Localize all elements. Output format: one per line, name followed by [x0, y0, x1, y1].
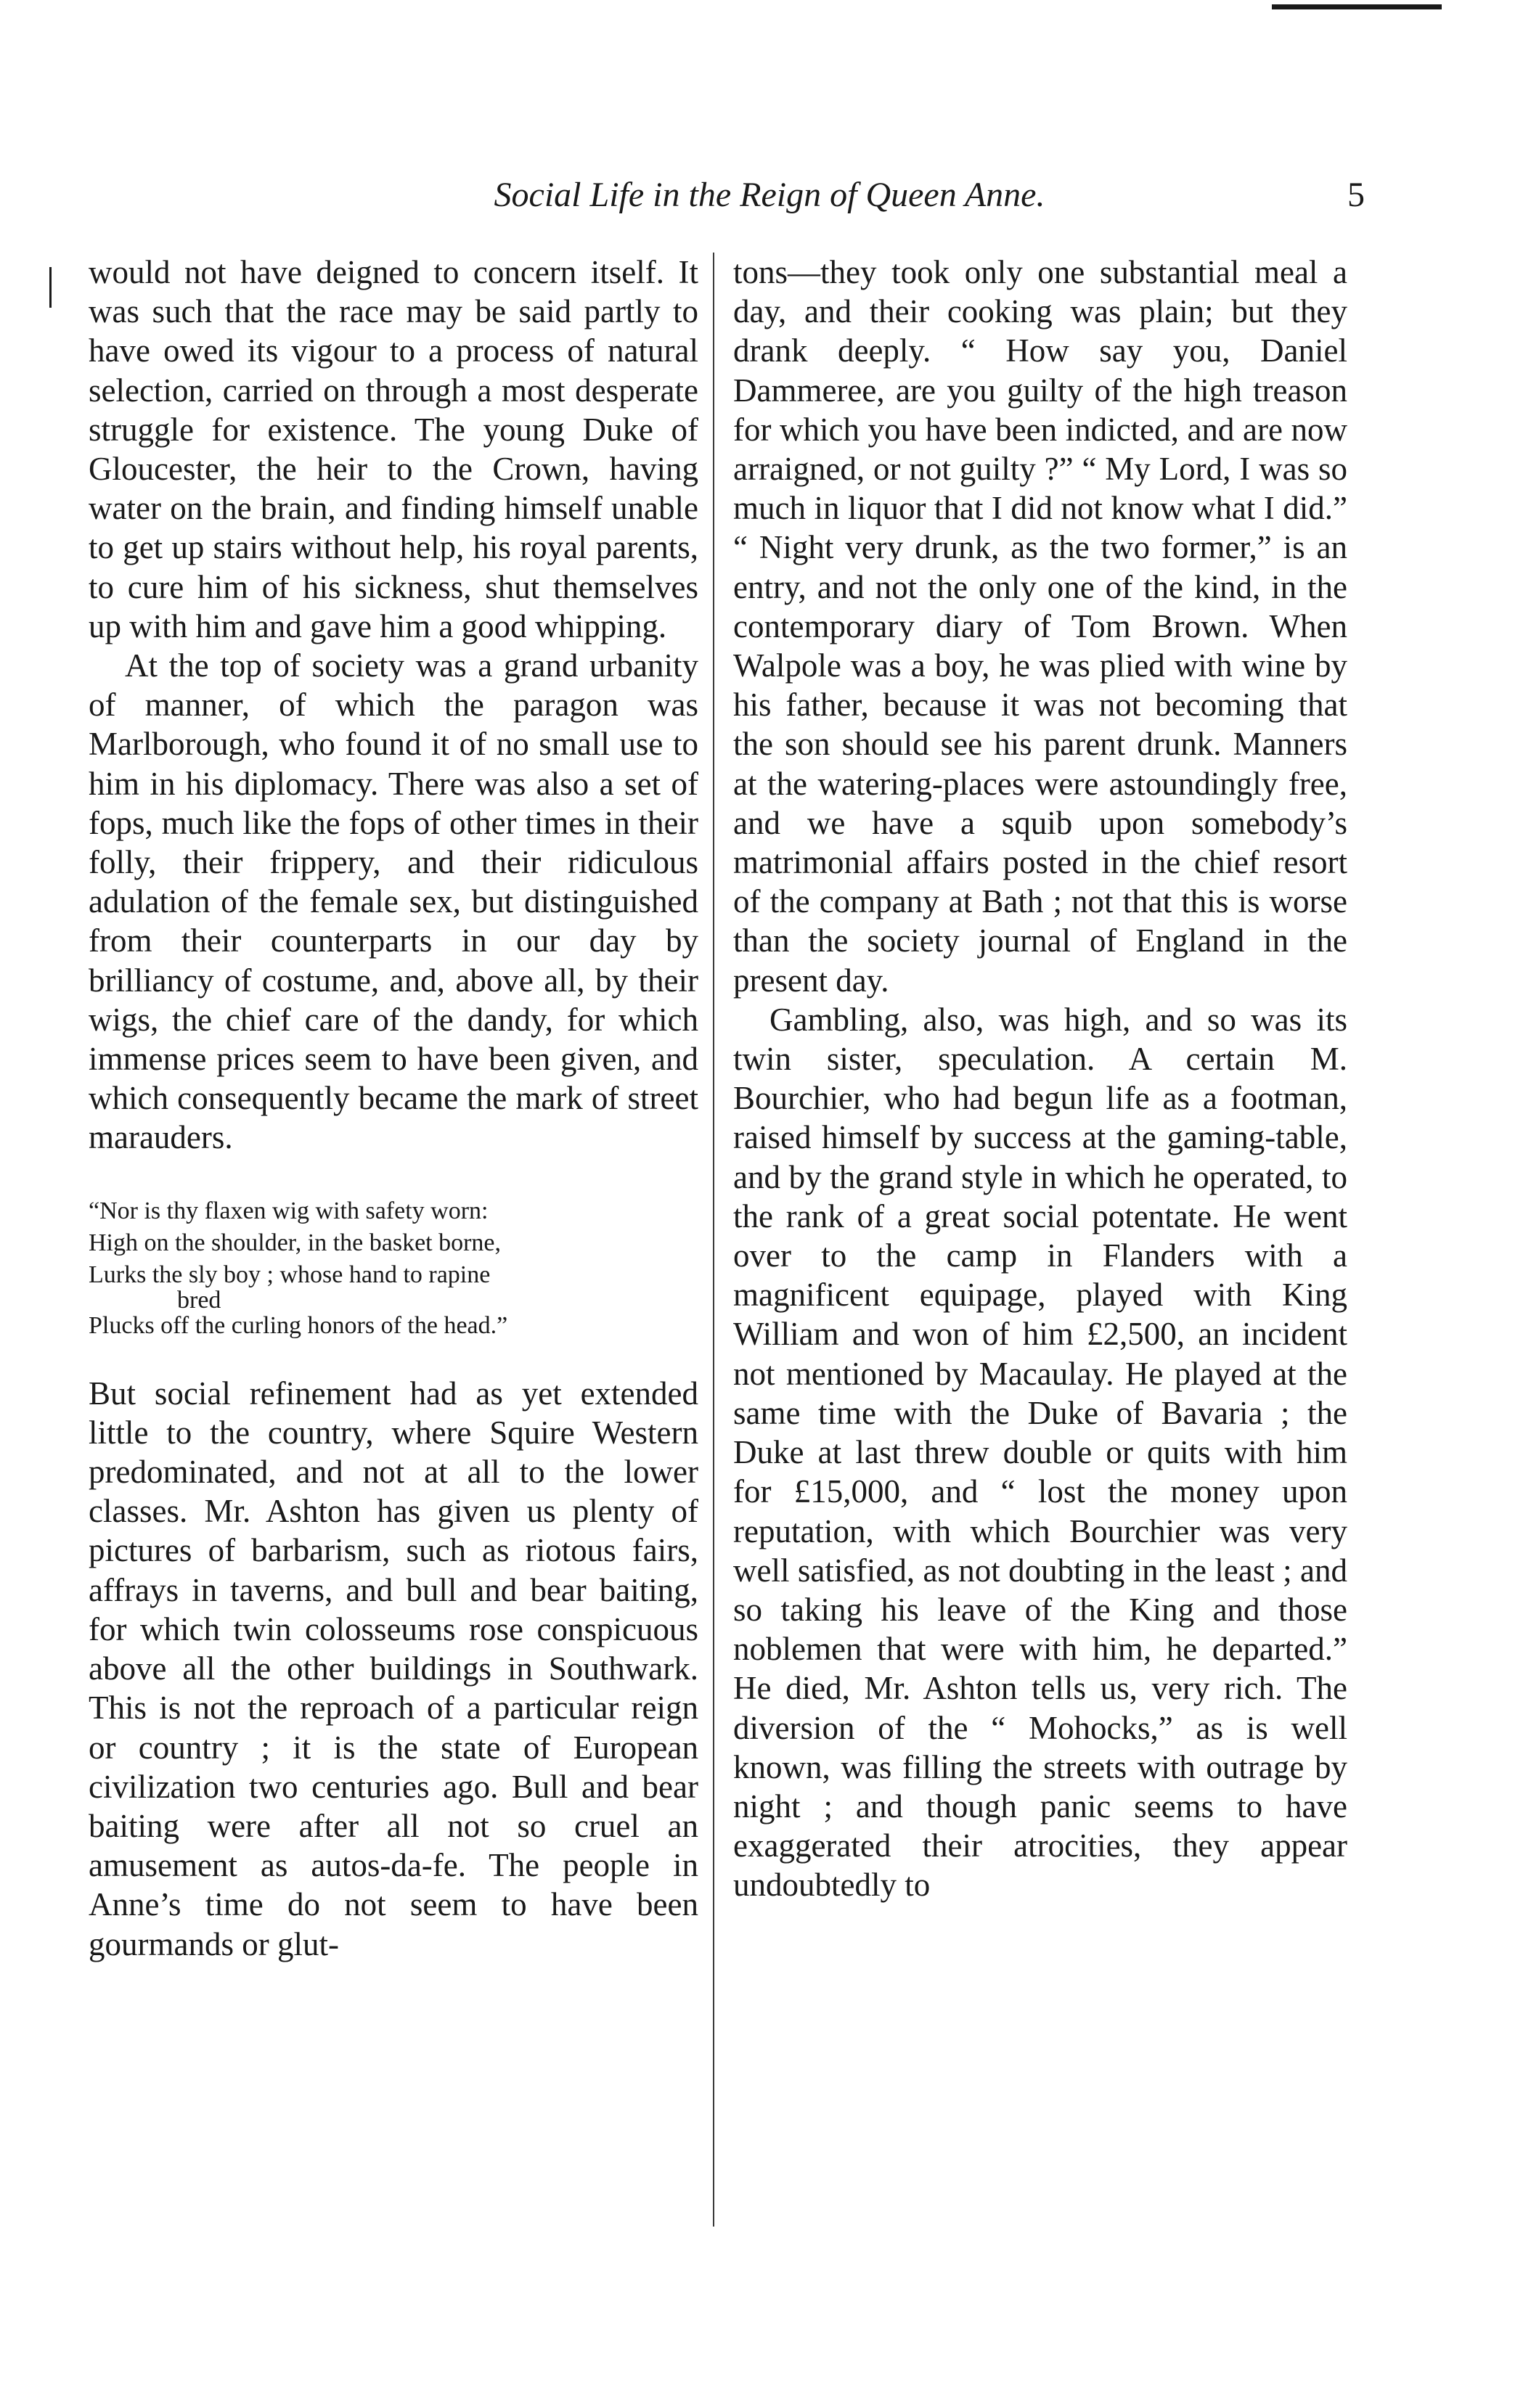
page-header [87, 170, 1365, 221]
verse-line-4: Plucks off the curling honors of the head.” [89, 1311, 508, 1339]
verse-line-2: High on the shoulder, in the basket borne, [89, 1229, 502, 1256]
right-paragraph-2: Gambling, also, was high, and so was its twin sister, speculation. A certain M. Bourchier, who had begun life as a footman, raised himself by success at the gaming-table, and by the grand style in which he operated, to the rank of a great social potentate. He went over to the camp in Flanders with a magnificent equipage, played with King William and won of him £2,500, an incident not mentioned by Macaulay. He played at the same time with the Duke of Bavaria ; the Duke at last threw double or quits with him for £15,000, and “ lost the money upon reputation, with which Bourchier was very well satisfied, as not doubting in the least ; and so taking his leave of the King and those noblemen that were with him, he departed.” He died, Mr. Ashton tells us, very rich. The diversion of the “ Mohocks,” as is well known, was filling the streets with outrage by night ; and though panic seems to have exaggerated their atrocities, they appear undoubtedly to [733, 1001, 1347, 1904]
verse-line-3: Lurks the sly boy ; whose hand to rapine [89, 1261, 491, 1288]
left-column [89, 253, 698, 1964]
verse-line-3-continuation: bred [177, 1286, 221, 1314]
right-column [733, 253, 1347, 1905]
top-rule [1272, 4, 1442, 9]
left-paragraph-2: At the top of society was a grand urbanity of manner, of which the paragon was Marlborough, who found it of no small use to him in his diplomacy. There was also a set of fops, much like the fops of other times in their folly, their frippery, and their ridiculous adulation of the female sex, but distinguished from their counterparts in our day by brilliancy of costume, and, above all, by their wigs, the chief care of the dandy, for which immense prices seem to have been given, and which consequently became the mark of street marauders. [89, 647, 698, 1156]
margin-mark [49, 267, 52, 308]
column-divider [713, 253, 714, 2227]
right-paragraph-1: tons—they took only one substantial meal a day, and their cooking was plain; but they drank deeply. “ How say you, Daniel Dammeree, are you guilty of the high treason for which you have been indicted, and are now arraigned, or not guilty ?” “ My Lord, I was so much in liquor that I did not know what I did.” “ Night very drunk, as the two former,” is an entry, and not the only one of the kind, in the contemporary diary of Tom Brown. When Walpole was a boy, he was plied with wine by his father, because it was not becoming that the son should see his parent drunk. Manners at the watering-places were astoundingly free, and we have a squib upon somebody’s matrimonial affairs posted in the chief resort of the company at Bath ; not that this is worse than the society journal of England in the present day. [733, 254, 1347, 999]
running-title: Social Life in the Reign of Queen Anne. [494, 176, 1045, 214]
left-paragraph-1: would not have deigned to concern itself. It was such that the race may be said partly to have owed its vigour to a process of natural selection, carried on through a most desperate struggle for existence. The young Duke of Gloucester, the heir to the Crown, having water on the brain, and finding himself unable to get up stairs without help, his royal parents, to cure him of his sickness, shut themselves up with him and gave him a good whipping. [89, 254, 698, 644]
verse-line-1: “Nor is thy flaxen wig with safety worn: [89, 1197, 489, 1224]
verse-quotation [89, 1195, 698, 1342]
page-number: 5 [1347, 176, 1365, 214]
left-paragraph-3: But social refinement had as yet extended little to the country, where Squire Western predominated, and not at all to the lower classes. Mr. Ashton has given us plenty of pictures of barbarism, such as riotous fairs, affrays in taverns, and bull and bear baiting, for which twin colosseums rose conspicuous above all the other buildings in Southwark. This is not the reproach of a particular reign or country ; it is the state of European civilization two centuries ago. Bull and bear baiting were after all not so cruel an amusement as autos-da-fe. The people in Anne’s time do not seem to have been gourmands or glut- [89, 1375, 698, 1962]
